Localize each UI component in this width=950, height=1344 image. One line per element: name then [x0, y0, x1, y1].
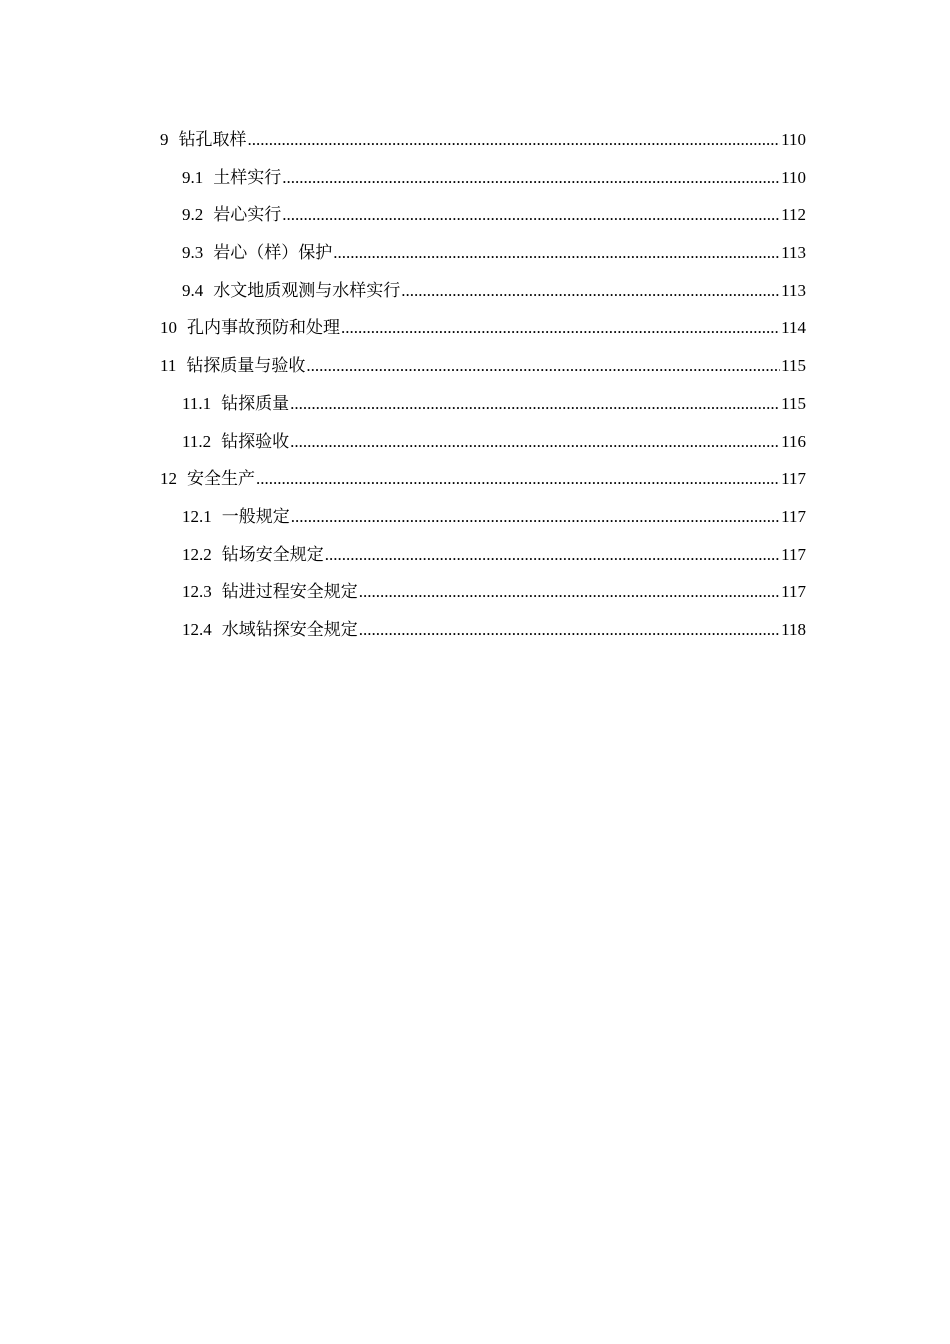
toc-entry-page: 116	[781, 431, 806, 451]
toc-entry-number: 11.2	[182, 431, 212, 451]
dot-leader	[333, 234, 780, 272]
dot-leader	[341, 309, 780, 347]
toc-entry[interactable]	[160, 498, 806, 536]
toc-entry-title: 岩心（样）保护	[213, 243, 333, 263]
toc-entry-page: 110	[781, 130, 806, 149]
toc-entry-number: 11.1	[182, 393, 212, 413]
dot-leader	[290, 385, 780, 423]
toc-entry-page: 115	[781, 356, 806, 376]
dot-leader	[290, 423, 780, 461]
toc-entry-title: 钻孔取样	[178, 130, 247, 149]
toc-entry[interactable]	[160, 460, 806, 498]
toc-entry-page: 114	[781, 318, 806, 338]
toc-entry-title: 钻场安全规定	[221, 544, 324, 564]
toc-entry[interactable]	[160, 309, 806, 347]
toc-entry[interactable]	[160, 234, 806, 272]
toc-entry[interactable]	[160, 196, 806, 234]
toc-entry[interactable]	[160, 272, 806, 310]
toc-entry-page: 110	[781, 167, 806, 187]
toc-entry-title: 钻探验收	[221, 431, 290, 451]
toc-entry-title: 孔内事故预防和处理	[187, 318, 340, 338]
toc-entry-title: 水域钻探安全规定	[221, 619, 358, 639]
toc-entry-number: 12.1	[182, 506, 212, 526]
toc-entry-title: 岩心实行	[213, 205, 282, 225]
dot-leader	[256, 460, 780, 498]
toc-entry-number: 12.3	[182, 582, 212, 602]
toc-entry-page: 117	[781, 506, 806, 526]
table-of-contents	[160, 121, 806, 649]
toc-entry-title: 钻探质量与验收	[186, 356, 306, 376]
toc-entry-title: 水文地质观测与水样实行	[213, 280, 401, 300]
toc-entry[interactable]	[160, 573, 806, 611]
dot-leader	[282, 196, 780, 234]
toc-entry-page: 117	[781, 582, 806, 602]
toc-entry-page: 117	[781, 469, 806, 489]
toc-entry-page: 112	[781, 205, 806, 225]
dot-leader	[359, 611, 780, 649]
dot-leader	[248, 121, 781, 159]
toc-entry-number: 12	[160, 469, 177, 489]
toc-entry-number: 10	[160, 318, 177, 338]
toc-entry-number: 9	[160, 130, 169, 149]
toc-entry-number: 9.1	[182, 167, 204, 187]
dot-leader	[282, 159, 780, 197]
toc-entry[interactable]	[160, 385, 806, 423]
toc-entry[interactable]	[160, 423, 806, 461]
dot-leader	[291, 498, 780, 536]
toc-entry-title: 一般规定	[221, 506, 290, 526]
toc-entry-number: 12.2	[182, 544, 212, 564]
dot-leader	[325, 536, 780, 574]
toc-entry-title: 钻进过程安全规定	[221, 582, 358, 602]
toc-entry-title: 安全生产	[187, 469, 255, 489]
toc-entry-title: 钻探质量	[221, 393, 290, 413]
toc-entry-page: 113	[781, 280, 806, 300]
toc-entry[interactable]	[160, 159, 806, 197]
toc-entry-number: 9.2	[182, 205, 204, 225]
toc-entry-page: 117	[781, 544, 806, 564]
toc-entry-page: 113	[781, 243, 806, 263]
toc-entry-number: 12.4	[182, 619, 212, 639]
toc-entry-page: 115	[781, 393, 806, 413]
dot-leader	[401, 272, 780, 310]
toc-entry-number: 9.3	[182, 243, 204, 263]
toc-entry-page: 118	[781, 619, 806, 639]
toc-entry[interactable]	[160, 121, 806, 159]
toc-entry[interactable]	[160, 347, 806, 385]
toc-entry-title: 土样实行	[213, 167, 282, 187]
toc-entry[interactable]	[160, 611, 806, 649]
toc-entry-number: 11	[160, 356, 177, 376]
dot-leader	[359, 573, 780, 611]
toc-entry-number: 9.4	[182, 280, 204, 300]
dot-leader	[306, 347, 780, 385]
toc-entry[interactable]	[160, 536, 806, 574]
